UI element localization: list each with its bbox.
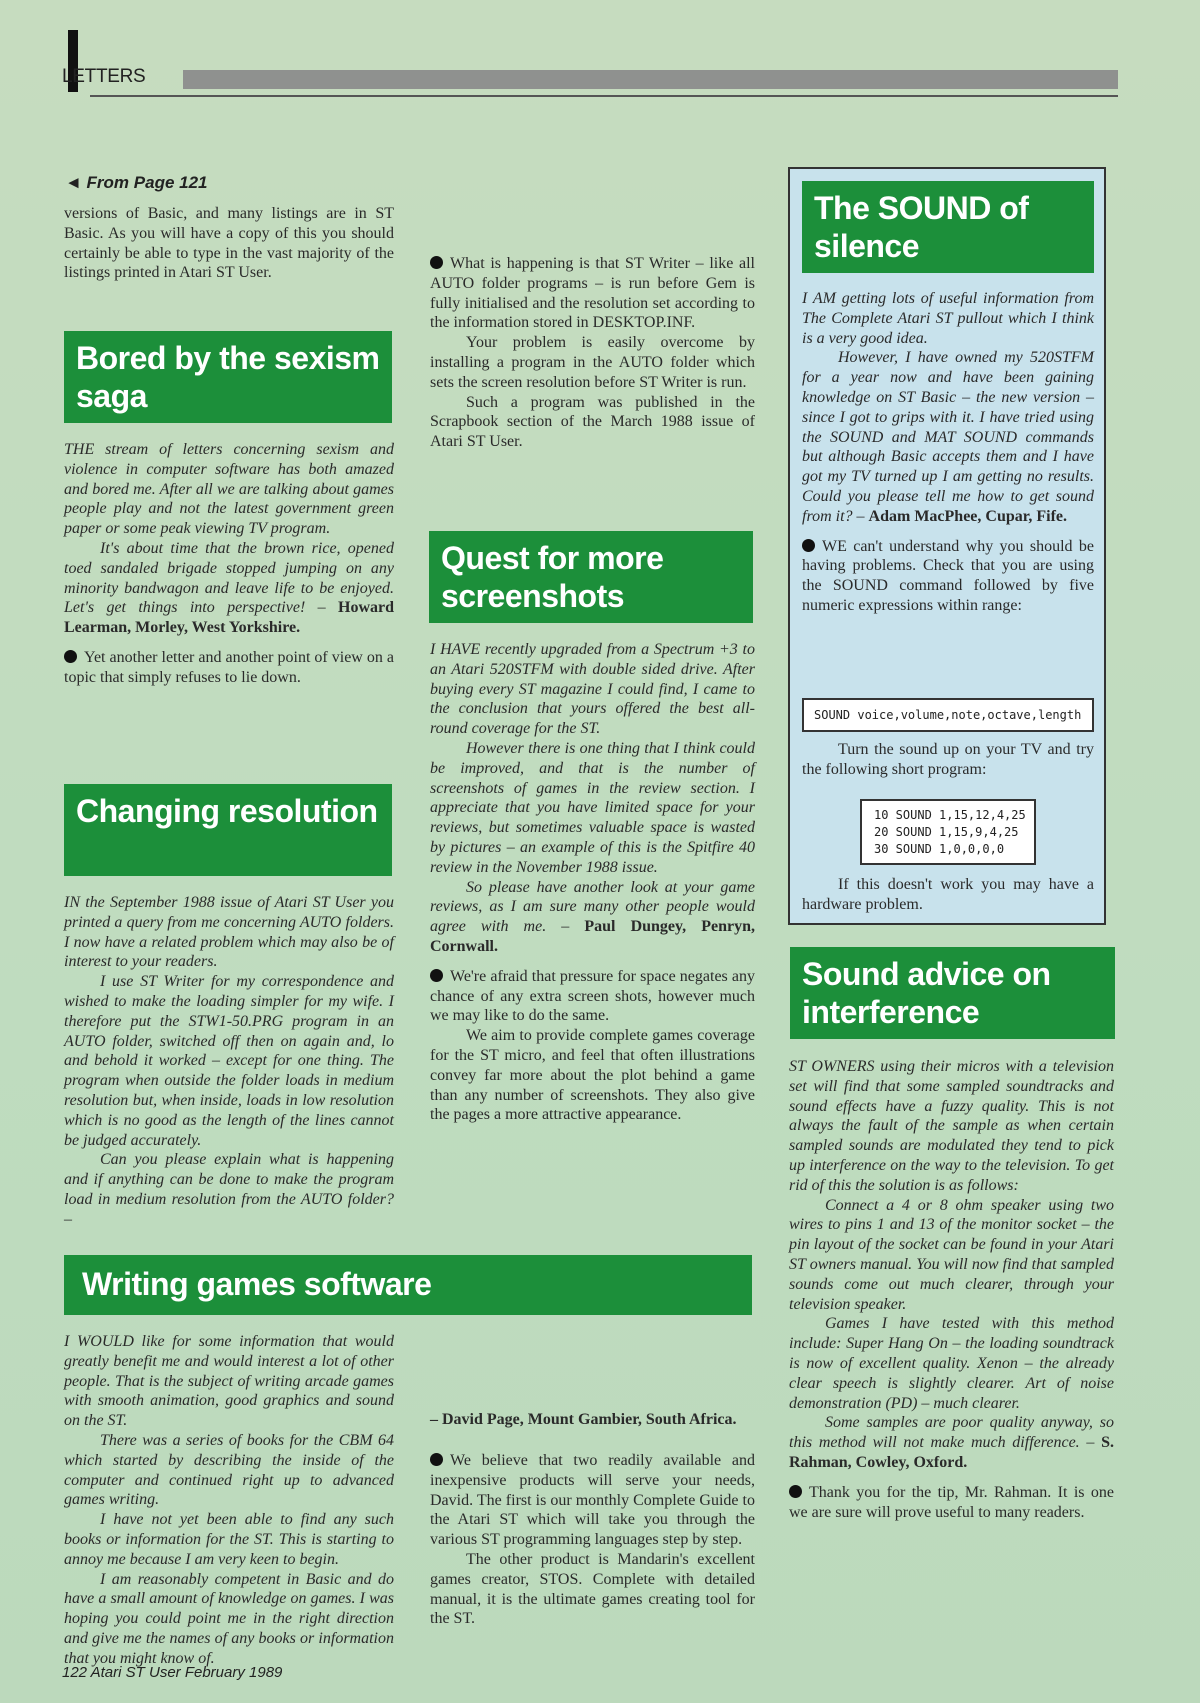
header-grey-bar (183, 70, 1118, 89)
reply-sound-2: Turn the sound up on your TV and try the following short program: (802, 741, 1094, 778)
headline-changing: Changing resolution (64, 784, 392, 876)
reply-sound-3: If this doesn't work you may have a hardware problem. (802, 876, 1094, 913)
letter-writing: I WOULD like for some information that would greatly benefit me and would interest a lot of other people. That is the subject of writing arcade games with smooth animation, good graphics and sound on the ST. There was a series of books for the CBM 64 which started by describing the inside of the computer and continued right up to advanced games writing. I have not yet been able to find any such books or information for the ST. This is starting to annoy me because I am very keen to begin. I am reasonably competent in Basic and do have a small amount of knowledge on games. I was hoping you could point me in the right direction and give me the names of any books or information that you might know of. (64, 1333, 394, 1667)
continued-from-page: ◄ From Page 121 (65, 173, 208, 192)
letter-quest: I HAVE recently upgraded from a Spectrum +3 to an Atari 520STFM with double sided drive. After buying every ST magazine I could find, I came to the conclusion that yours offered the best all-round coverage for the ST. However there is one thing that I think could be improved, and that is the number of screenshots of games in the review section. I appreciate that you have limited space for your reviews, but sometimes valuable space is wasted by pictures – an example of this is the Spitfire 40 review in the November 1988 issue. So please have another look at your game reviews, as I am sure many other people would agree with me. – Paul Dungey, Penryn, Cornwall. We're afraid that pressure for space negates any chance of any extra screen shots, however much we may like to do the same. We aim to provide complete games coverage for the ST micro, and feel that often illustrations convey far more about the plot behind a game than any number of screenshots. They also give the pages a more attractive appearance. (430, 641, 755, 1124)
bullet-icon (789, 1485, 802, 1498)
letter-advice: ST OWNERS using their micros with a television set will find that some sampled soundtracks and sound effects have a fuzzy quality. This is not always the fault of the sample as when certain sampled sounds are modulated they tend to pick up interference on the way to the television. To get rid of this the solution is as follows: Connect a 4 or 8 ohm speaker using two wires to pins 1 and 13 of the monitor socket – the pin layout of the socket can be found in your Atari ST owners manual. You will now find that sampled sounds come out much clearer, through your television speaker. Games I have tested with this method include: Super Hang On – the loading soundtrack is now of excellent quality. Xenon – the already clear speech is slightly clearer. Art of noise demonstration (PD) – much clearer. Some samples are poor quality anyway, so this method will not make much difference. – S. Rahman, Cowley, Oxford. Thank you for the tip, Mr. Rahman. It is one we are sure will prove useful to many readers. (789, 1058, 1114, 1521)
reply-changing: What is happening is that ST Writer – like all AUTO folder programs – is run before Gem is fully initialised and the resolution set according to the information stored in DESKTOP.INF. Your problem is easily overcome by installing a program in the AUTO folder which sets the screen resolution before ST Writer is run. Such a program was published in the Scrapbook section of the March 1988 issue of Atari ST User. (430, 255, 755, 451)
bullet-icon (430, 969, 443, 982)
letter-changing: IN the September 1988 issue of Atari ST User you printed a query from me concerning AUTO folders. I now have a related problem which may also be of interest to your readers. I use ST Writer for my correspondence and wished to make the loading simpler for my wife. I therefore put the STW1-50.PRG program in an AUTO folder, switched off then on again and, lo and behold it worked – except for one thing. The program when outside the folder loads in medium resolution but, when inside, loads in low resolution which is no good as the length of the lines cannot be judged accurately. Can you please explain what is happening and if anything can be done to make the program load in medium resolution from the AUTO folder? – (64, 894, 394, 1228)
sound-program (860, 799, 1036, 865)
letter-sound: I AM getting lots of useful information from The Complete Atari ST pullout which I think is a very good idea. However, I have owned my 520STFM for a year now and have been gaining knowledge on ST Basic – the new version – since I got to grips with it. I have tried using the SOUND and MAT SOUND commands but although Basic accepts them and I have got my TV turned up I am getting no results. Could you please tell me how to get sound from it? – Adam MacPhee, Cupar, Fife. WE can't understand why you should be having problems. Check that you are using the SOUND command followed by five numeric expressions within range: (802, 290, 1094, 614)
code-line: 30 SOUND 1,0,0,0,0 (874, 842, 1005, 856)
headline-writing: Writing games software (64, 1255, 752, 1315)
reply-writing: We believe that two readily available and inexpensive products will serve your needs, David. The first is our monthly Complete Guide to the Atari ST which will take you through the various ST programming languages step by step. The other product is Mandarin's excellent games creator, STOS. Complete with detailed manual, it is the ultimate games creating tool for the ST. (430, 1452, 755, 1628)
code-line: 20 SOUND 1,15,9,4,25 (874, 825, 1019, 839)
bullet-icon (64, 650, 77, 663)
headline-sound: The SOUND of silence (802, 181, 1094, 273)
bullet-icon (802, 539, 815, 552)
headline-advice: Sound advice on interference (790, 947, 1115, 1039)
bullet-icon (430, 1453, 443, 1466)
sound-syntax: SOUND voice,volume,note,octave,length (802, 698, 1094, 732)
page-footer: 122 Atari ST User February 1989 (62, 1664, 283, 1681)
col1-intro: versions of Basic, and many listings are in ST Basic. As you will have a copy of this you should certainly be able to type in the vast majority of the listings printed in Atari ST User. (64, 205, 394, 282)
section-label: LETTERS (62, 66, 146, 87)
code-line: 10 SOUND 1,15,12,4,25 (874, 808, 1026, 822)
bullet-icon (430, 256, 443, 269)
headline-bored: Bored by the sexism saga (64, 331, 392, 423)
sound-box (788, 167, 1106, 925)
letter-bored: THE stream of letters concerning sexism and violence in computer software has both amazed and bored me. After all we are talking about games people play and not the latest government green paper or some peak viewing TV program. It's about time that the brown rice, opened toed sandaled brigade stopped jumping on any minority bandwagon and leave life to be enjoyed. Let's get things into perspective! – Howard Learman, Morley, West Yorkshire. Yet another letter and another point of view on a topic that simply refuses to lie down. (64, 441, 395, 686)
header-rule (90, 95, 1118, 97)
headline-quest: Quest for more screenshots (429, 531, 753, 623)
letter-writing-sig: – David Page, Mount Gambier, South Africa. (430, 1411, 737, 1428)
